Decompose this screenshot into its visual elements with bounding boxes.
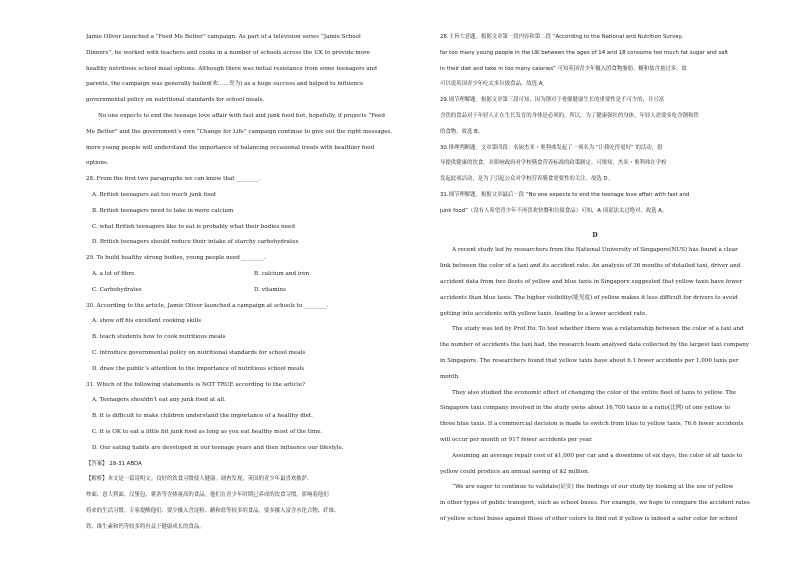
left-column (86, 30, 416, 536)
passage-paragraph (440, 449, 750, 481)
text-line: in other types of public transport, such as school buses. For example, we hope to compare the accident rates (440, 500, 750, 507)
option: B. It is difficult to make children understand the importance of a healthy diet. (92, 413, 313, 420)
text-line: far too many young people in the UK between the ages of 14 and 18 consume too much fat sugar and salt (440, 49, 729, 56)
text-line: accidents than blue taxis. The higher visibility(能见度) of yellow makes it less difficult for drivers to avoid (440, 294, 738, 301)
section-heading: D (592, 231, 598, 239)
text-line: will occur per month or 917 fewer accidents per year. (440, 436, 593, 443)
passage-paragraph (440, 386, 750, 449)
option: C. Carbohydrates (92, 286, 142, 293)
text-line: No one expects to end the teenage love affair with fast and junk food but, hopefully, if projects “Feed (98, 112, 385, 119)
analysis-paragraph (86, 472, 416, 535)
question-stem: 28. From the first two paragraphs we can know that ________. (86, 176, 261, 183)
text-line: 的食物。故选 B。 (440, 128, 484, 135)
question-stem: 29. To build healthy strong bodies, young people need ________. (86, 255, 266, 262)
option: B. British teenagers need to take in more calcium (92, 207, 234, 214)
text-line: 31.细节理解题。根据文章最后一段 “No one expects to end the teenage love affair with fast and (440, 191, 690, 198)
passage-paragraph (440, 243, 750, 322)
option: D. British teenagers should reduce their intake of starchy carbohydrates (92, 239, 299, 246)
text-line: 将来的生活习惯。专家提醒他们：要少摄入含淀粉、糖和盐等较多的食品，要多摄入富含水化合物、纤维、 (86, 507, 340, 514)
text-line: 导提供健康的饮食，并影响政府对学校膳食营养标准的政策制定。可推知，杰米・奥利弗在学校 (440, 160, 667, 167)
option: D. vitamins (254, 286, 286, 293)
text-line: 28.主旨大意题。根据文章第一段内容和第二段 “According to the National and Nutrition Survey, (440, 34, 684, 40)
explanation-28 (440, 30, 750, 93)
question-stem: 31. Which of the following statements is NOT TRUE according to the article? (86, 381, 306, 388)
option: C. introduce governmental policy on nutritional standards for school meals (92, 349, 306, 356)
text-line: getting into accidents with yellow taxis, leading to a lower accident rate. (440, 310, 648, 317)
text-line: governmental policy on nutritional standards for school meals. (86, 97, 265, 104)
text-line: three blue taxis. If a commercial decision is made to switch from blue to yellow taxis, 76.6 fewer accidents (440, 421, 744, 428)
option: B. teach students how to cook nutritious meals (92, 334, 226, 341)
question-28 (86, 172, 416, 251)
passage-paragraph (440, 322, 750, 385)
text-line: “We are eager to continue to validate(证实) the findings of our study by looking at the use of yellow (452, 484, 734, 491)
option: C. what British teenagers like to eat is probably what their bodies need (92, 223, 295, 230)
text-line: in their diet and take in too many calories” 可知英国青少年摄入的食物脂肪、糖和盐含量过多，故 (440, 65, 687, 72)
text-line: 可以说英国青少年吃太多垃圾食品。故选 A。 (440, 81, 548, 88)
answer-key: 【答案】 28-31 ABDA (86, 460, 142, 467)
explanation-30 (440, 141, 750, 188)
text-line: The study was led by Prof Ho. To test whether there was a relationship between the color of a taxi and (452, 326, 744, 333)
explanation-31 (440, 188, 750, 220)
text-line: link between the color of a taxi and its accident rate. An analysis of 36 months of detailed taxi, driver and (440, 263, 741, 270)
passage-paragraph (86, 30, 416, 109)
passage-paragraph (440, 480, 750, 527)
right-column (440, 30, 750, 528)
text-line: 含铁的食品对于年轻人正在生长发育的身体是必须的。所以，为了健康强壮的身体，年轻人需要多吃含钢和铁 (440, 112, 699, 119)
text-line: in Singapore. The researchers found that yellow taxis have about 6.1 fewer accidents per 1,000 taxis per (440, 357, 739, 364)
option: C. It is OK to eat a little bit junk food as long as you eat healthy most of the time. (92, 428, 323, 435)
text-line: They also studied the economic effect of changing the color of the entire fleet of taxis to yellow. The (452, 389, 736, 396)
text-line: 【解析】本文是一篇说明文。良好的饮食习惯使人健康。调查发现，英国的青少年最喜欢披萨、 (86, 476, 313, 483)
text-line: the number of accidents the taxi had, the research team analysed data collected by the largest taxi company (440, 342, 750, 349)
passage-paragraph (86, 109, 416, 172)
text-line: junk food”（没有人希望青少年不再喜欢快餐和垃圾食品）可知，A 项说法太过绝对。故选 A。 (440, 207, 668, 214)
text-line: options. (86, 160, 109, 167)
text-line: parents, the campaign was generally hailed(欢……誉为) as a huge success and helped to influence (86, 81, 364, 88)
text-line: A recent study led by researchers from the National University of Singapore(NUS) has found a clear (452, 247, 738, 254)
text-line: Jamie Oliver launched a “Feed Me Better” campaign. As part of a television series “Jamie School (86, 34, 361, 40)
text-line: 铁、维生素和钙等较多的有益于健康成长的食品。 (86, 523, 205, 530)
text-line: of yellow school buses against those of other colors to find out if yellow is indeed a safer color for school (440, 515, 738, 522)
text-line: healthy nutritious school meal options. Although there was initial resistance from some teenagers and (86, 65, 377, 72)
text-line: Dinners”, he worked with teachers and cooks in a number of schools across the UK to provide more (86, 49, 371, 56)
question-stem: 30. According to the article, Jamie Oliver launched a campaign at schools to ________. (86, 302, 329, 309)
option-row (86, 267, 416, 283)
question-31 (86, 378, 416, 457)
text-line: 发起此项活动，是为了引起公众对学校营养膳食重要性的关注。故选 D。 (440, 176, 613, 183)
option: A. show off his excellent cooking skills (92, 318, 202, 325)
text-line: Assuming an average repair cost of $1,000 per car and a downtime of six days, the color of all taxis to (452, 452, 743, 459)
text-line: yellow could produce an annual saving of $2 million. (440, 468, 590, 475)
option: A. British teenagers eat too much junk food (92, 191, 216, 198)
text-line: month. (440, 373, 460, 380)
option: A. Teenagers shouldn’t eat any junk food at all. (92, 397, 226, 404)
option: D. Our eating habits are developed in our teenage years and then influence our lifestyle. (92, 444, 344, 451)
option: A. a lot of fibre (92, 270, 135, 277)
text-line: more young people will understand the importance of balancing occasional treats with healthier food (86, 144, 375, 151)
text-line: accident data from two fleets of yellow and blue taxis in Singapore suggested that yellow taxis have fewer (440, 278, 743, 285)
question-30 (86, 299, 416, 378)
text-line: 30.推理判断题。文章第四段：名厨杰米・奥利弗发起了一项名为 “让我吃得更好” 的活动，倡 (440, 144, 663, 151)
text-line: 29.细节理解题。根据文章第三段可知，因为钢对于骨骼健康生长的重要性是不可少的，并且富 (440, 97, 665, 104)
option: D. draw the public’s attention to the importance of nutritious school meals (92, 365, 305, 372)
text-line: Me Better” and the government’s own “Change for Life” campaign continue to give out the right messages, (86, 128, 393, 135)
option-row (86, 283, 416, 299)
option: B. calcium and iron (254, 270, 310, 277)
question-29 (86, 251, 416, 298)
text-line: Singapore taxi company involved in the study owns about 16,700 taxis in a ratio(比例) of one yellow to (440, 405, 731, 412)
text-line: 炒面、意大利面、汉堡包、薯条等含热量高的食品。他们在青少年时期已养成的饮食习惯，影响着他们 (86, 492, 329, 499)
explanation-29 (440, 93, 750, 140)
